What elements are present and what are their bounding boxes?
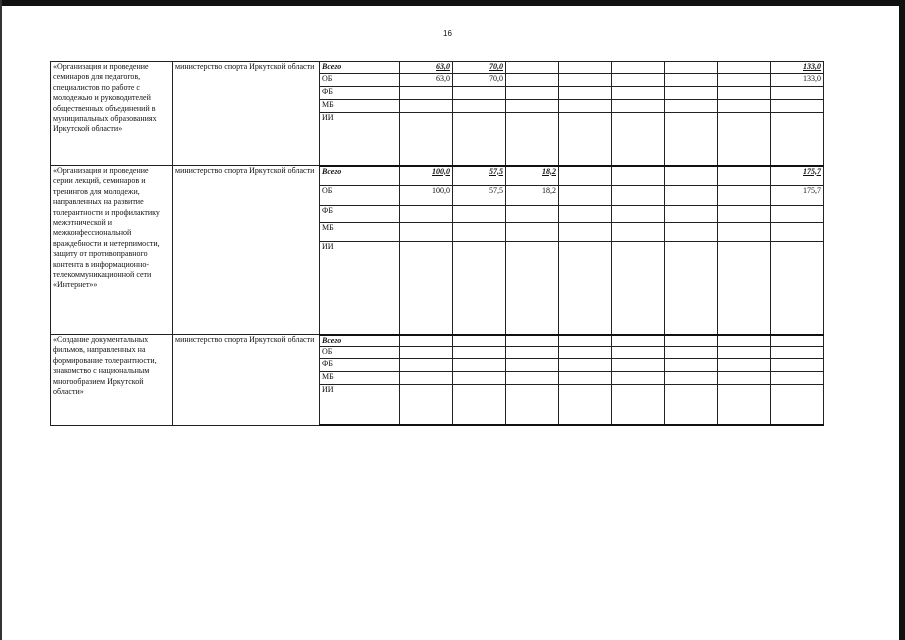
value-cell xyxy=(665,62,718,74)
value-cell xyxy=(665,384,718,425)
value-cell xyxy=(718,358,771,371)
page-border-top xyxy=(0,0,905,6)
value-cell xyxy=(718,384,771,425)
total-cell: 175,7 xyxy=(771,186,824,206)
funding-source: ФБ xyxy=(320,206,400,223)
value-cell xyxy=(665,166,718,186)
total-cell: 133,0 xyxy=(771,62,824,74)
value-cell xyxy=(400,371,453,384)
value-cell xyxy=(506,346,559,358)
funding-source: ФБ xyxy=(320,358,400,371)
funding-source: Всего xyxy=(320,335,400,347)
value-cell xyxy=(665,113,718,166)
total-cell xyxy=(771,371,824,384)
value-cell xyxy=(453,87,506,100)
value-cell: 63,0 xyxy=(400,74,453,87)
value-cell xyxy=(718,223,771,242)
total-cell xyxy=(771,113,824,166)
value-cell xyxy=(400,384,453,425)
value-cell xyxy=(506,62,559,74)
value-cell xyxy=(400,87,453,100)
value-cell xyxy=(612,335,665,347)
funding-source: ОБ xyxy=(320,186,400,206)
value-cell xyxy=(718,186,771,206)
value-cell xyxy=(612,113,665,166)
value-cell xyxy=(559,166,612,186)
total-cell xyxy=(771,346,824,358)
value-cell xyxy=(453,223,506,242)
value-cell xyxy=(665,206,718,223)
value-cell xyxy=(612,100,665,113)
value-cell xyxy=(718,74,771,87)
value-cell xyxy=(400,113,453,166)
value-cell xyxy=(453,242,506,335)
value-cell xyxy=(665,186,718,206)
value-cell xyxy=(665,74,718,87)
total-cell xyxy=(771,206,824,223)
value-cell xyxy=(453,113,506,166)
value-cell xyxy=(453,100,506,113)
value-cell xyxy=(612,62,665,74)
value-cell xyxy=(665,100,718,113)
value-cell xyxy=(718,166,771,186)
value-cell xyxy=(400,223,453,242)
value-cell xyxy=(559,384,612,425)
value-cell xyxy=(453,335,506,347)
page-number: 16 xyxy=(443,29,452,38)
value-cell xyxy=(612,346,665,358)
total-cell xyxy=(771,87,824,100)
value-cell xyxy=(400,242,453,335)
value-cell xyxy=(506,87,559,100)
value-cell xyxy=(559,87,612,100)
value-cell xyxy=(612,358,665,371)
table-row xyxy=(51,335,824,347)
value-cell xyxy=(400,346,453,358)
value-cell xyxy=(612,166,665,186)
value-cell xyxy=(559,62,612,74)
value-cell: 57,5 xyxy=(453,186,506,206)
value-cell xyxy=(559,346,612,358)
funding-source: МБ xyxy=(320,100,400,113)
value-cell xyxy=(453,371,506,384)
value-cell xyxy=(506,223,559,242)
value-cell xyxy=(612,371,665,384)
value-cell xyxy=(612,186,665,206)
value-cell xyxy=(400,358,453,371)
event-description: «Организация и проведение семинаров для педагогов, специалистов по работе с молодежью и руководителей общественных объединений в муниципальных образованиях Иркутской области» xyxy=(51,62,173,166)
value-cell xyxy=(665,223,718,242)
value-cell xyxy=(400,335,453,347)
value-cell xyxy=(718,335,771,347)
value-cell: 18,2 xyxy=(506,166,559,186)
value-cell xyxy=(453,358,506,371)
value-cell xyxy=(400,100,453,113)
value-cell xyxy=(453,206,506,223)
value-cell xyxy=(453,346,506,358)
total-cell xyxy=(771,242,824,335)
event-description: «Организация и проведение серии лекций, семинаров и тренингов для молодежи, направленных на развитие толерантности и профилактику межэтнической и межконфессиональной враждебности и нетерпимости, защиту от противоправного контента в информационно-телекоммуникационной сети «Интернет»» xyxy=(51,166,173,335)
value-cell xyxy=(559,242,612,335)
value-cell xyxy=(665,87,718,100)
value-cell xyxy=(612,206,665,223)
funding-source: Всего xyxy=(320,62,400,74)
event-description: «Создание документальных фильмов, направленных на формирование толерантности, знакомство с национальным многообразием Иркутской области» xyxy=(51,335,173,426)
value-cell xyxy=(612,87,665,100)
value-cell xyxy=(612,242,665,335)
table-row xyxy=(51,62,824,74)
value-cell xyxy=(718,100,771,113)
table-body xyxy=(51,62,824,426)
value-cell xyxy=(665,346,718,358)
page-border-right xyxy=(899,0,905,640)
value-cell xyxy=(718,242,771,335)
value-cell xyxy=(665,371,718,384)
funding-source: МБ xyxy=(320,223,400,242)
value-cell xyxy=(612,74,665,87)
page-border-left xyxy=(0,0,2,640)
value-cell xyxy=(665,358,718,371)
value-cell: 100,0 xyxy=(400,186,453,206)
table-row xyxy=(51,166,824,186)
value-cell xyxy=(506,371,559,384)
value-cell xyxy=(559,223,612,242)
funding-source: ФБ xyxy=(320,87,400,100)
value-cell xyxy=(718,62,771,74)
value-cell xyxy=(559,206,612,223)
responsible-organization: министерство спорта Иркутской области xyxy=(173,335,320,426)
value-cell xyxy=(718,206,771,223)
value-cell xyxy=(506,335,559,347)
value-cell xyxy=(559,186,612,206)
funding-source: ИИ xyxy=(320,113,400,166)
value-cell xyxy=(453,384,506,425)
value-cell xyxy=(559,74,612,87)
total-cell: 133,0 xyxy=(771,74,824,87)
value-cell xyxy=(718,371,771,384)
value-cell xyxy=(400,206,453,223)
value-cell xyxy=(559,113,612,166)
total-cell xyxy=(771,358,824,371)
total-cell xyxy=(771,384,824,425)
value-cell xyxy=(718,87,771,100)
funding-source: ИИ xyxy=(320,242,400,335)
value-cell: 70,0 xyxy=(453,62,506,74)
budget-table xyxy=(50,61,824,426)
value-cell xyxy=(506,74,559,87)
funding-source: ОБ xyxy=(320,74,400,87)
funding-source: ИИ xyxy=(320,384,400,425)
total-cell xyxy=(771,100,824,113)
value-cell xyxy=(665,242,718,335)
value-cell: 70,0 xyxy=(453,74,506,87)
value-cell xyxy=(559,358,612,371)
total-cell: 175,7 xyxy=(771,166,824,186)
value-cell xyxy=(612,384,665,425)
value-cell xyxy=(559,371,612,384)
value-cell xyxy=(506,358,559,371)
value-cell: 57,5 xyxy=(453,166,506,186)
value-cell xyxy=(506,242,559,335)
total-cell xyxy=(771,223,824,242)
value-cell xyxy=(559,100,612,113)
value-cell xyxy=(506,113,559,166)
value-cell: 18,2 xyxy=(506,186,559,206)
value-cell xyxy=(506,384,559,425)
responsible-organization: министерство спорта Иркутской области xyxy=(173,166,320,335)
responsible-organization: министерство спорта Иркутской области xyxy=(173,62,320,166)
value-cell: 100,0 xyxy=(400,166,453,186)
funding-source: ОБ xyxy=(320,346,400,358)
funding-source: МБ xyxy=(320,371,400,384)
funding-source: Всего xyxy=(320,166,400,186)
value-cell xyxy=(506,100,559,113)
value-cell xyxy=(718,346,771,358)
value-cell: 63,0 xyxy=(400,62,453,74)
value-cell xyxy=(612,223,665,242)
total-cell xyxy=(771,335,824,347)
value-cell xyxy=(718,113,771,166)
value-cell xyxy=(665,335,718,347)
value-cell xyxy=(559,335,612,347)
value-cell xyxy=(506,206,559,223)
